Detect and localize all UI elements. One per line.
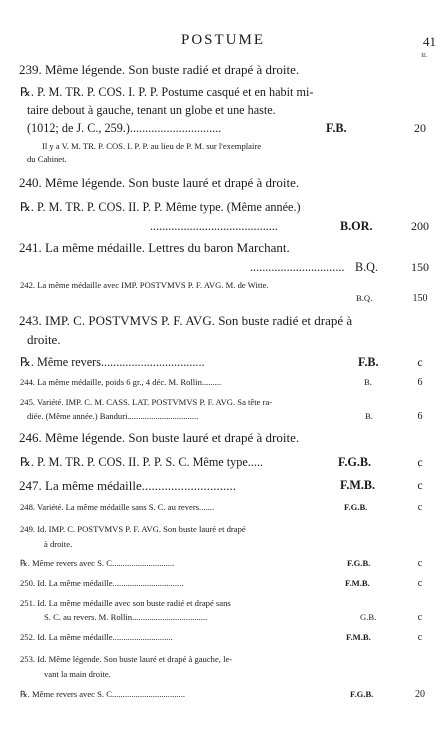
catalogue-line: B.Q. <box>356 293 373 303</box>
catalogue-line: à droite. <box>44 539 73 549</box>
catalogue-line: 240. Même légende. Son buste lauré et drapé à droite. <box>19 175 300 190</box>
catalogue-line: B.Q. <box>355 260 379 274</box>
catalogue-line: 242. La même médaille avec IMP. POSTVMVS P. F. AVG. M. de Witte. <box>20 280 269 290</box>
page-signature-mark: tr. <box>421 51 427 59</box>
catalogue-line: ............................... <box>250 260 345 274</box>
catalogue-line: ℞. P. M. TR. P. COS. I. P. P. Postume casqué et en habit mi- <box>20 85 314 99</box>
catalogue-line: F.M.B. <box>340 478 376 492</box>
running-header-title: POSTUME <box>180 32 265 48</box>
catalogue-line: 246. Même légende. Son buste lauré et drapé à droite. <box>19 430 300 445</box>
catalogue-line: G.B. <box>360 612 377 622</box>
catalogue-line: Il y a V. M. TR. P. COS. I. P. P. au lieu de P. M. sur l'exemplaire <box>42 141 262 151</box>
rarity-value: c <box>417 355 423 369</box>
catalogue-line: ℞. Même revers.................................. <box>20 355 205 369</box>
catalogue-line: .......................................... <box>150 219 278 233</box>
catalogue-line: F.M.B. <box>345 578 370 588</box>
catalogue-line: 243. IMP. C. POSTVMVS P. F. AVG. Son buste radié et drapé à <box>19 313 353 328</box>
rarity-value: 20 <box>415 689 425 700</box>
catalogue-line: 248. Variété. La même médaille sans S. C. au revers....... <box>20 502 215 512</box>
rarity-value: c <box>417 502 423 513</box>
catalogue-line: du Cabinet. <box>27 154 67 164</box>
catalogue-line: B. <box>364 377 372 387</box>
page-number: 41 <box>423 34 436 49</box>
catalogue-line: 253. Id. Même légende. Son buste lauré et drapé à gauche, le- <box>20 654 233 664</box>
catalogue-line: F.B. <box>326 121 347 135</box>
rarity-value: 150 <box>412 293 428 304</box>
catalogue-line: 241. La même médaille. Lettres du baron Marchant. <box>19 240 290 255</box>
catalogue-line: F.M.B. <box>346 632 371 642</box>
catalogue-line: ℞. P. M. TR. P. COS. II. P. P. S. C. Même type..... <box>20 455 263 469</box>
catalogue-line: 252. Id. La même médaille............................ <box>20 632 173 642</box>
catalogue-line: 249. Id. IMP. C. POSTVMVS P. F. AVG. Son buste lauré et drapé <box>20 524 246 534</box>
catalogue-line: 244. La même médaille, poids 6 gr., 4 déc. M. Rollin......... <box>20 377 222 387</box>
catalogue-line: 239. Même légende. Son buste radié et drapé à droite. <box>19 62 300 77</box>
catalogue-line: taire debout à gauche, tenant un globe et une haste. <box>27 103 276 117</box>
rarity-value: c <box>417 455 423 469</box>
catalogue-line: ℞. P. M. TR. P. COS. II. P. P. Même type. (Même année.) <box>20 200 301 214</box>
catalogue-line: vant la main droite. <box>44 669 111 679</box>
rarity-value: c <box>417 558 423 569</box>
catalogue-line: diée. (Même année.) Banduri................................. <box>27 411 199 421</box>
catalogue-line: B.OR. <box>340 219 373 233</box>
catalogue-line: 250. Id. La même médaille................................. <box>20 578 184 588</box>
catalogue-line: droite. <box>27 332 61 347</box>
catalogue-line: F.G.B. <box>350 689 374 699</box>
catalogue-line: ℞. Même revers avec S. C............................. <box>20 558 175 568</box>
rarity-value: 150 <box>411 260 429 274</box>
rarity-value: 20 <box>414 121 426 135</box>
catalogue-line: S. C. au revers. M. Rollin................................... <box>44 612 208 622</box>
catalogue-line: 245. Variété. IMP. C. M. CASS. LAT. POSTVMVS P. F. AVG. Sa tête ra- <box>20 397 273 407</box>
catalogue-line: 247. La même médaille............................. <box>19 478 236 493</box>
catalogue-line: B. <box>365 411 373 421</box>
rarity-value: 6 <box>417 377 423 388</box>
rarity-value: 6 <box>417 411 423 422</box>
catalogue-line: (1012; de J. C., 259.).............................. <box>27 121 222 135</box>
catalogue-line: F.G.B. <box>338 455 372 469</box>
rarity-value: c <box>417 632 423 643</box>
catalogue-line: F.B. <box>358 355 379 369</box>
rarity-value: 200 <box>411 219 429 233</box>
catalogue-line: ℞. Même revers avec S. C.................................. <box>20 689 185 699</box>
catalogue-line: F.G.B. <box>344 502 368 512</box>
rarity-value: c <box>417 578 423 589</box>
rarity-value: c <box>417 478 423 492</box>
catalogue-line: F.G.B. <box>347 558 371 568</box>
catalogue-line: 251. Id. La même médaille avec son buste radié et drapé sans <box>20 598 231 608</box>
rarity-value: c <box>417 612 423 623</box>
